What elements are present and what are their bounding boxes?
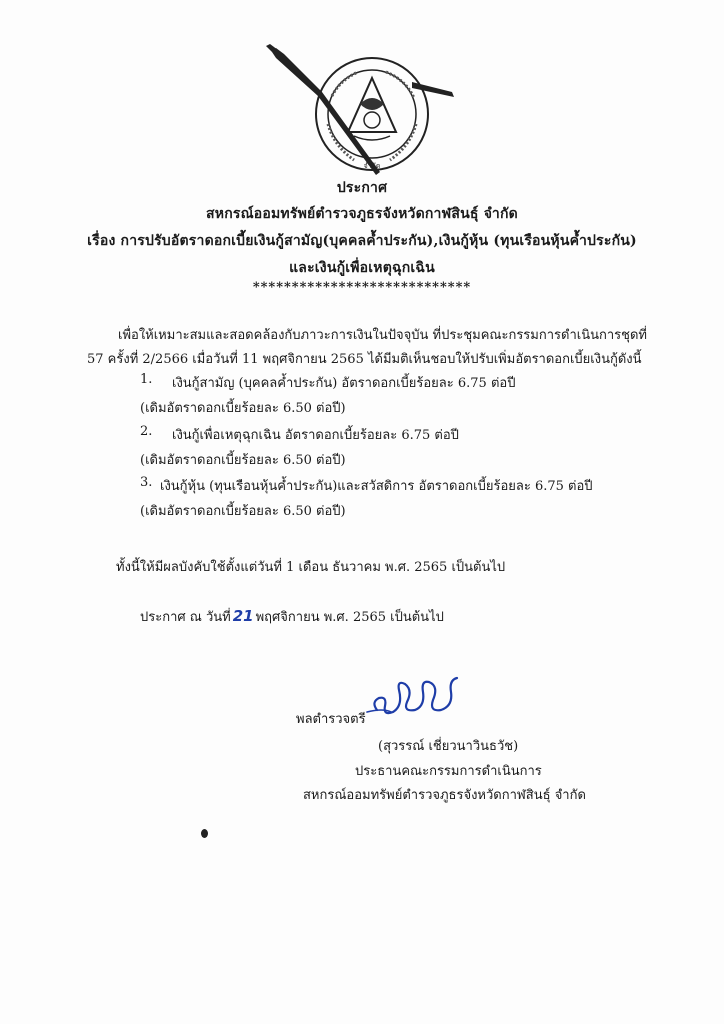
item-text: เงินกู้หุ้น (ทุนเรือนหุ้นค้ำประกัน)และสวัสดิการ อัตราดอกเบี้ยร้อยละ 6.75 ต่อปี <box>160 479 593 494</box>
cooperative-emblem-icon <box>262 44 462 178</box>
effective-date-line: ทั้งนี้ให้มีผลบังคับใช้ตั้งแต่วันที่ 1 เดือน ธันวาคม พ.ศ. 2565 เป็นต้นไป <box>116 560 506 575</box>
handwritten-day: 21 <box>232 607 254 625</box>
item-number: 1. <box>140 372 153 387</box>
organization-name: สหกรณ์ออมทรัพย์ตำรวจภูธรจังหวัดกาฬสินธุ์ จำกัด <box>206 206 518 222</box>
item-number: 3. <box>140 475 153 490</box>
intro-paragraph-line-1: เพื่อให้เหมาะสมและสอดคล้องกับภาวะการเงินในปัจจุบัน ที่ประชุมคณะกรรมการดำเนินการชุดที่ <box>118 328 647 343</box>
subject-line: เรื่อง การปรับอัตราดอกเบี้ยเงินกู้สามัญ(บุคคลค้ำประกัน),เงินกู้หุ้น (ทุนเรือนหุ้นค้ำประกัน) <box>87 233 637 249</box>
item-previous-rate: (เดิมอัตราดอกเบี้ยร้อยละ 6.50 ต่อปี) <box>140 401 346 416</box>
announcement-date-prefix: ประกาศ ณ วันที่ <box>140 610 231 625</box>
signatory-name: (สุวรรณ์ เชี่ยวนาวินธวัช) <box>378 739 519 754</box>
intro-paragraph-line-2: 57 ครั้งที่ 2/2566 เมื่อวันที่ 11 พฤศจิกายน 2565 ได้มีมติเห็นชอบให้ปรับเพิ่มอัตราดอกเบี้ยเงินกู้ดังนี้ <box>87 352 642 367</box>
signatory-position: ประธานคณะกรรมการดำเนินการ <box>355 764 542 779</box>
emblem-bottom-text: จำกัด <box>363 162 381 170</box>
item-previous-rate: (เดิมอัตราดอกเบี้ยร้อยละ 6.50 ต่อปี) <box>140 453 346 468</box>
ink-speck <box>201 829 208 838</box>
subject-continuation: และเงินกู้เพื่อเหตุฉุกเฉิน <box>289 260 435 276</box>
announcement-heading: ประกาศ <box>336 180 388 196</box>
signatory-rank: พลตำรวจตรี <box>296 712 366 727</box>
item-previous-rate: (เดิมอัตราดอกเบี้ยร้อยละ 6.50 ต่อปี) <box>140 504 346 519</box>
announcement-date-line <box>140 606 444 627</box>
announcement-date-suffix: พฤศจิกายน พ.ศ. 2565 เป็นต้นไป <box>255 610 444 625</box>
divider-line: **************************** <box>252 280 472 295</box>
item-text: เงินกู้เพื่อเหตุฉุกเฉิน อัตราดอกเบี้ยร้อยละ 6.75 ต่อปี <box>172 428 459 443</box>
item-number: 2. <box>140 424 153 439</box>
item-text: เงินกู้สามัญ (บุคคลค้ำประกัน) อัตราดอกเบี้ยร้อยละ 6.75 ต่อปี <box>172 376 516 391</box>
handwritten-signature-icon <box>363 672 468 722</box>
signatory-organization: สหกรณ์ออมทรัพย์ตำรวจภูธรจังหวัดกาฬสินธุ์ จำกัด <box>303 788 586 803</box>
